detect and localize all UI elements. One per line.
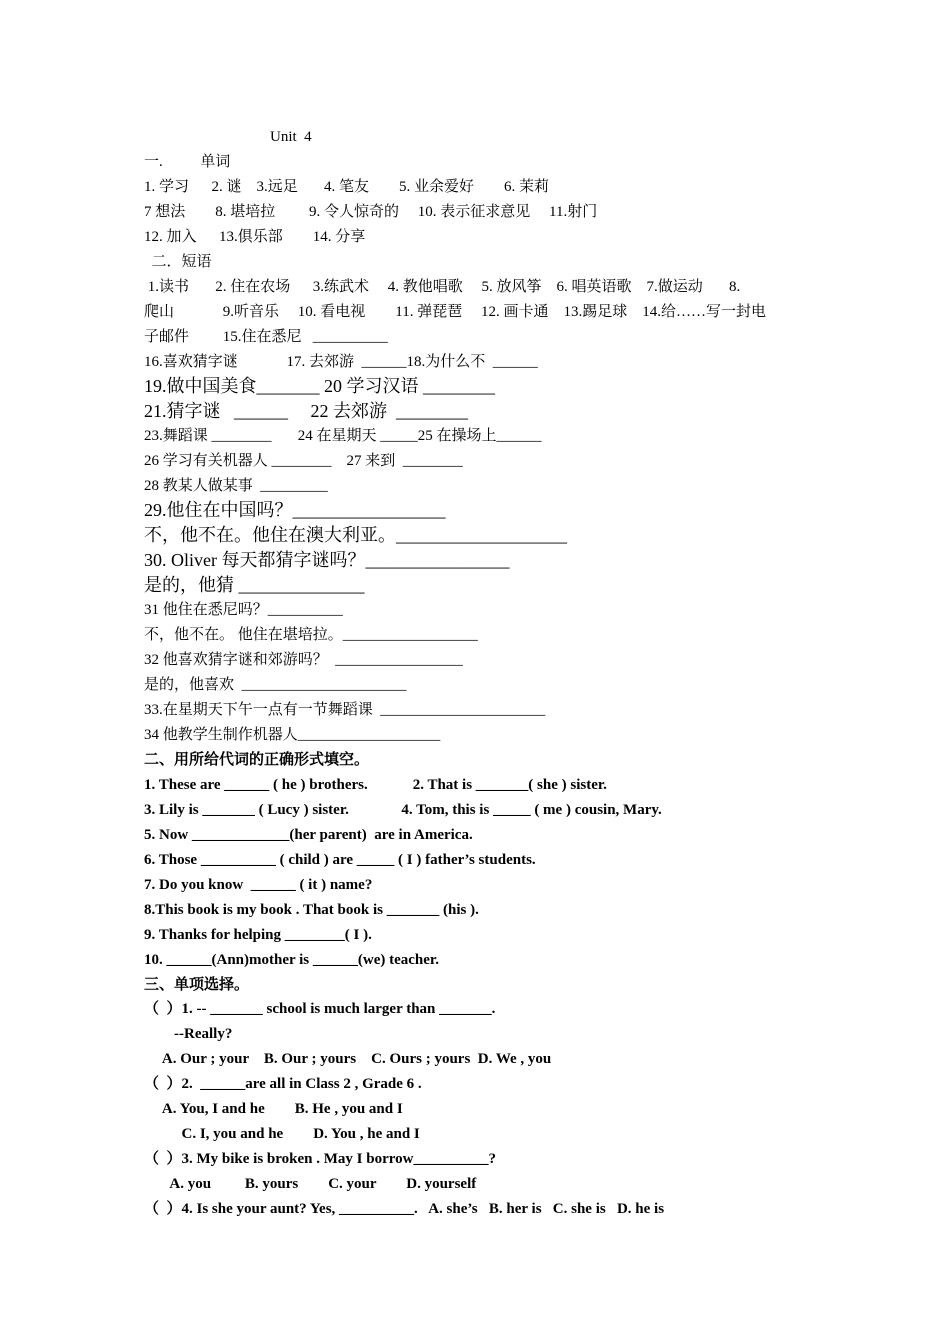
choice-item: C. I, you and he D. You , he and I bbox=[144, 1126, 420, 1142]
phrase-line-large: 21.猜字谜 ______ 22 去郊游 ________ bbox=[144, 401, 468, 421]
exercise-item: 10. ______(Ann)mother is ______(we) teacher. bbox=[144, 952, 439, 968]
choice-item: （ ）4. Is she your aunt? Yes, __________. A. she’s B. her is C. she is D. he is bbox=[144, 1201, 665, 1217]
word-line: 1. 学习 2. 谜 3.远足 4. 笔友 5. 业余爱好 6. 茉莉 bbox=[144, 179, 550, 195]
sentence-line: 33.在星期天下午一点有一节舞蹈课 ______________________ bbox=[144, 702, 546, 718]
choice-item: A. Our ; your B. Our ; yours C. Ours ; yours D. We , you bbox=[144, 1051, 552, 1067]
exercise-item: 7. Do you know ______ ( it ) name? bbox=[144, 877, 373, 893]
exercise-item: 3. Lily is _______ ( Lucy ) sister. 4. Tom, this is _____ ( me ) cousin, Mary. bbox=[144, 802, 662, 818]
unit-title: Unit 4 bbox=[270, 129, 312, 145]
sentence-line: 34 他教学生制作机器人___________________ bbox=[144, 727, 441, 743]
exercise-item: 9. Thanks for helping ________( I ). bbox=[144, 927, 372, 943]
word-line: 12. 加入 13.俱乐部 14. 分享 bbox=[144, 229, 366, 245]
choice-item: A. You, I and he B. He , you and I bbox=[144, 1101, 403, 1117]
phrase-line: 28 教某人做某事 _________ bbox=[144, 478, 328, 494]
section2-heading: 二．短语 bbox=[144, 254, 212, 270]
word-line: 7 想法 8. 堪培拉 9. 令人惊奇的 10. 表示征求意见 11.射门 bbox=[144, 204, 598, 220]
choice-item: （ ）3. My bike is broken . May I borrow__________? bbox=[144, 1151, 496, 1167]
choice-item: A. you B. yours C. your D. yourself bbox=[144, 1176, 477, 1192]
section3-heading: 二、用所给代词的正确形式填空。 bbox=[144, 752, 370, 768]
phrase-line: 16.喜欢猜字谜 17. 去郊游 ______18.为什么不 ______ bbox=[144, 354, 538, 370]
exercise-item: 6. Those __________ ( child ) are _____ ( I ) father’s students. bbox=[144, 852, 536, 868]
sentence-line: 31 他住在悉尼吗？__________ bbox=[144, 602, 343, 618]
choice-item: （ ）2. ______are all in Class 2 , Grade 6 . bbox=[144, 1076, 422, 1092]
sentence-line-large: 30. Oliver 每天都猜字谜吗？________________ bbox=[144, 550, 510, 570]
phrase-line: 23.舞蹈课 ________ 24 在星期天 _____25 在操场上______ bbox=[144, 428, 542, 444]
sentence-line: 32 他喜欢猜字谜和郊游吗？ _________________ bbox=[144, 652, 463, 668]
exercise-item: 5. Now _____________(her parent) are in America. bbox=[144, 827, 473, 843]
exercise-item: 8.This book is my book . That book is _______ (his ). bbox=[144, 902, 479, 918]
choice-item: （ ）1. -- _______ school is much larger than _______. bbox=[144, 1001, 496, 1017]
sentence-line: 不，他不在。 他住在堪培拉。__________________ bbox=[144, 627, 478, 643]
sentence-line-large: 不，他不在。他住在澳大利亚。___________________ bbox=[144, 525, 567, 545]
sentence-line: 是的，他喜欢 ______________________ bbox=[144, 677, 407, 693]
phrase-line: 26 学习有关机器人 ________ 27 来到 ________ bbox=[144, 453, 463, 469]
phrase-line: 爬山 9.听音乐 10. 看电视 11. 弹琵琶 12. 画卡通 13.踢足球 14.给……写一封电 bbox=[144, 304, 766, 320]
phrase-line-large: 19.做中国美食_______ 20 学习汉语 ________ bbox=[144, 376, 495, 396]
section1-heading: 一. 单词 bbox=[144, 154, 231, 170]
phrase-line: 子邮件 15.住在悉尼 __________ bbox=[144, 329, 388, 345]
sentence-line-large: 29.他住在中国吗？_________________ bbox=[144, 500, 446, 520]
sentence-line-large: 是的，他猜 ______________ bbox=[144, 575, 365, 595]
exercise-item: 1. These are ______ ( he ) brothers. 2. That is _______( she ) sister. bbox=[144, 777, 607, 793]
phrase-line: 1.读书 2. 住在农场 3.练武术 4. 教他唱歌 5. 放风筝 6. 唱英语歌 7.做运动 8. bbox=[144, 279, 741, 295]
section4-heading: 三、单项选择。 bbox=[144, 977, 250, 993]
choice-item: --Really? bbox=[144, 1026, 233, 1042]
